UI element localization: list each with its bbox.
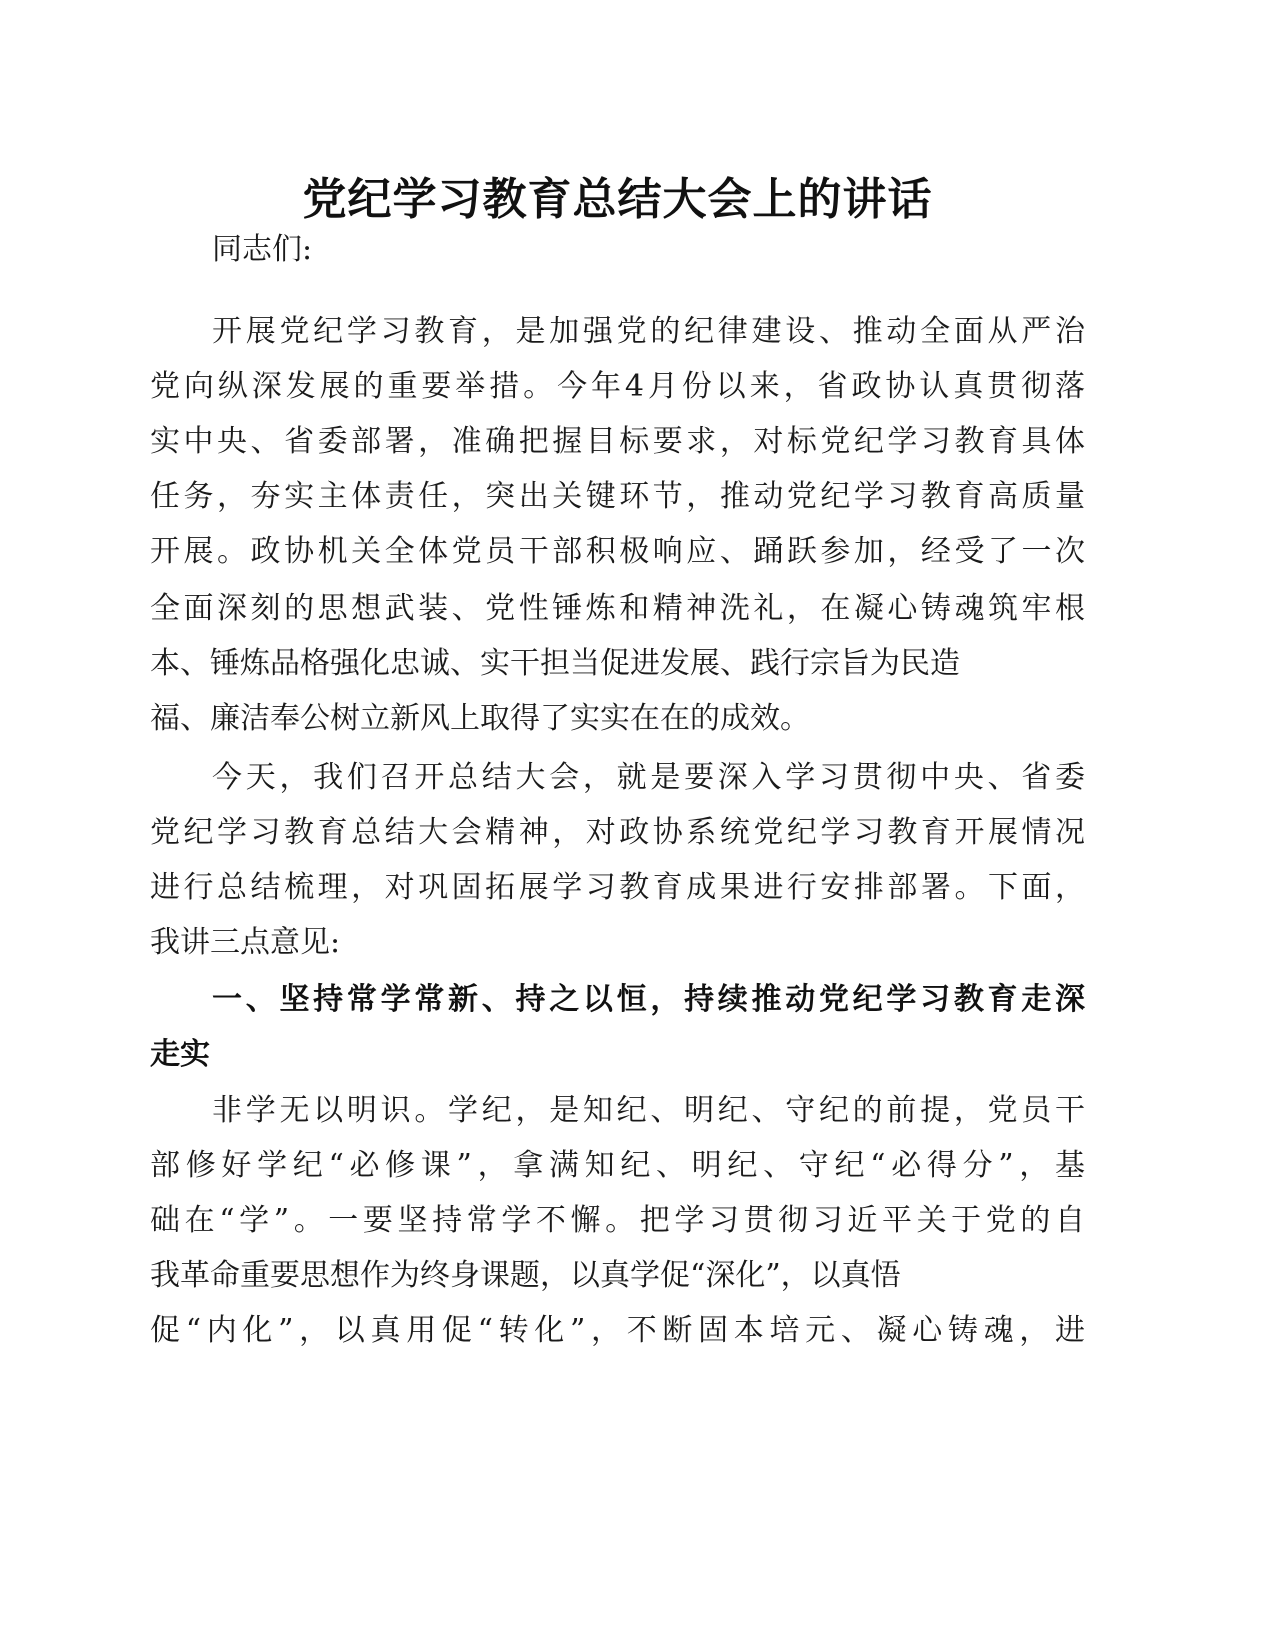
paragraph-2-line: 进行总结梳理，对巩固拓展学习教育成果进行安排部署。下面，: [150, 870, 1085, 905]
paragraph-3-line: 我革命重要思想作为终身课题，以真学促“深化”，以真悟: [150, 1258, 901, 1293]
paragraph-1-line: 任务，夯实主体责任，突出关键环节，推动党纪学习教育高质量: [150, 479, 1085, 514]
document-title: 党纪学习教育总结大会上的讲话: [302, 174, 933, 225]
paragraph-3-line: 促“内化”，以真用促“转化”，不断固本培元、凝心铸魂，进: [150, 1313, 1085, 1348]
paragraph-3-line: 础在“学”。一要坚持常学不懈。把学习贯彻习近平关于党的自: [150, 1203, 1085, 1238]
paragraph-1-line: 本、锤炼品格强化忠诚、实干担当促进发展、践行宗旨为民造: [150, 646, 960, 681]
paragraph-2-line: 今天，我们召开总结大会，就是要深入学习贯彻中央、省委: [212, 760, 1085, 795]
greeting-line: 同志们:: [212, 232, 313, 267]
paragraph-1-line: 开展党纪学习教育，是加强党的纪律建设、推动全面从严治: [212, 314, 1085, 349]
paragraph-2-line: 党纪学习教育总结大会精神，对政协系统党纪学习教育开展情况: [150, 815, 1085, 850]
paragraph-2-line: 我讲三点意见:: [150, 925, 341, 960]
paragraph-1-line: 党向纵深发展的重要举措。今年4月份以来，省政协认真贯彻落: [150, 369, 1085, 404]
section-heading-1: 一、坚持常学常新、持之以恒，持续推动党纪学习教育走深: [212, 982, 1085, 1017]
paragraph-3-line: 部修好学纪“必修课”，拿满知纪、明纪、守纪“必得分”，基: [150, 1148, 1085, 1183]
paragraph-1-line: 开展。政协机关全体党员干部积极响应、踊跃参加，经受了一次: [150, 534, 1085, 569]
section-heading-1: 走实: [150, 1037, 210, 1072]
paragraph-1-line: 全面深刻的思想武装、党性锤炼和精神洗礼，在凝心铸魂筑牢根: [150, 591, 1085, 626]
paragraph-1-line: 福、廉洁奉公树立新风上取得了实实在在的成效。: [150, 701, 810, 736]
paragraph-1-line: 实中央、省委部署，准确把握目标要求，对标党纪学习教育具体: [150, 424, 1085, 459]
paragraph-3-line: 非学无以明识。学纪，是知纪、明纪、守纪的前提，党员干: [212, 1093, 1085, 1128]
